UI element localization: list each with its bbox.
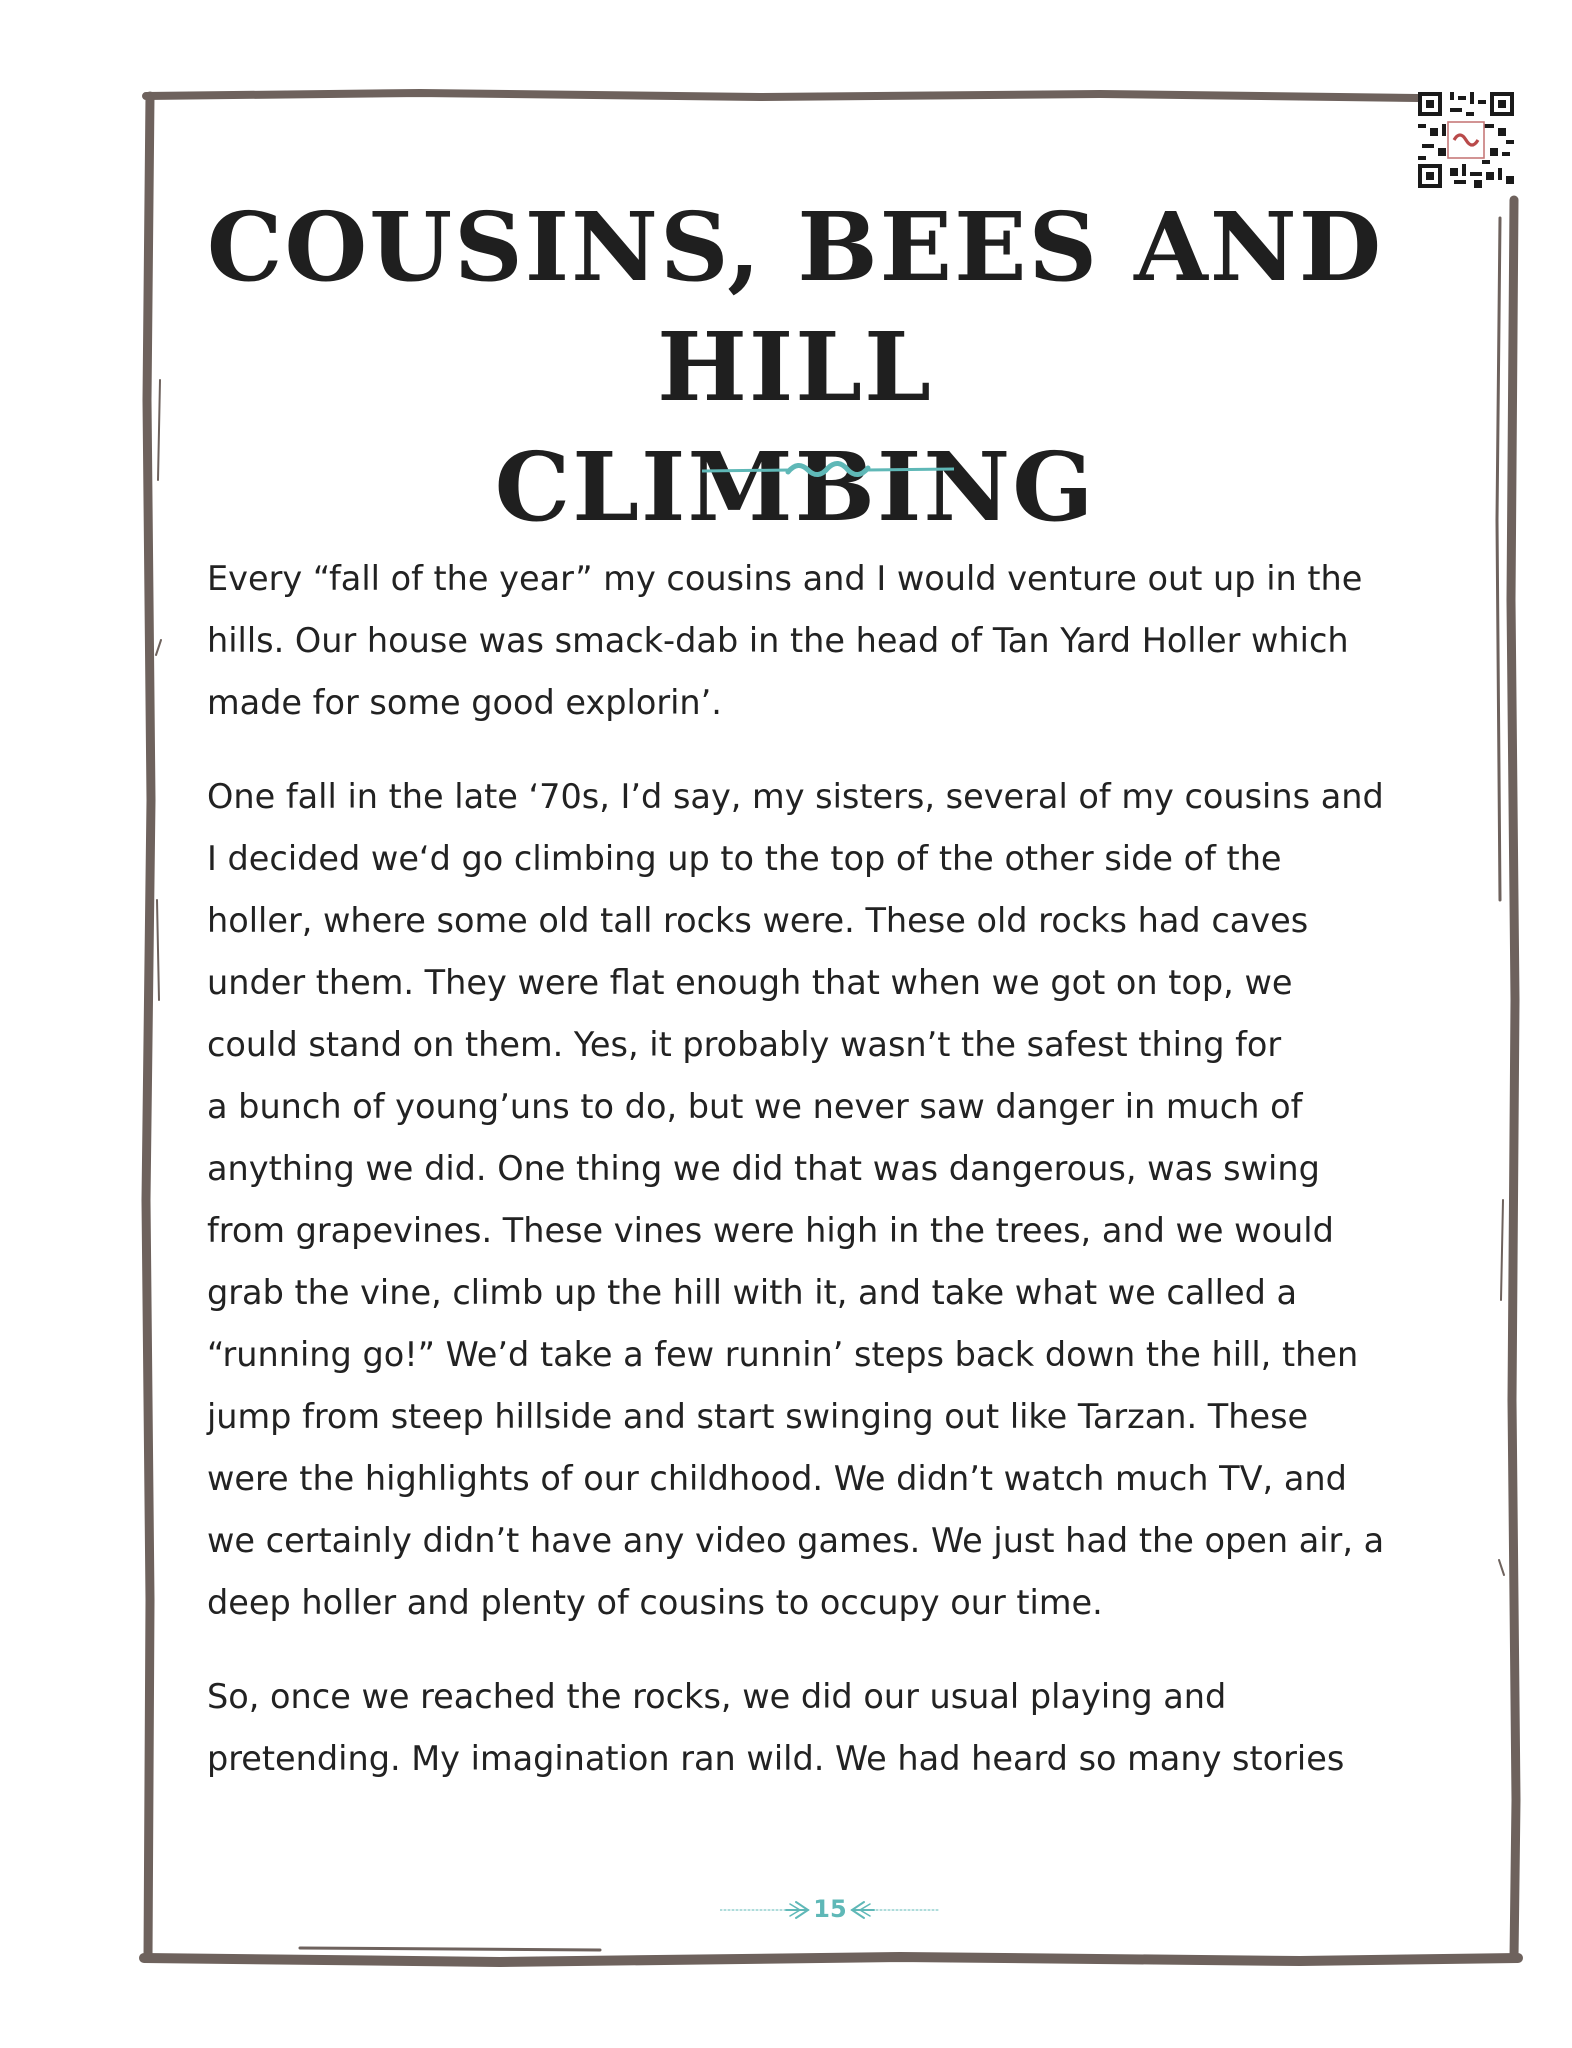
text-line: could stand on them. Yes, it probably wasn’t the safest thing for [207, 1025, 1282, 1064]
text-line: anything we did. One thing we did that was dangerous, was swing [207, 1149, 1320, 1188]
text-line: So, once we reached the rocks, we did our usual playing and [207, 1677, 1227, 1716]
text-line: a bunch of young’uns to do, but we never saw danger in much of [207, 1087, 1303, 1126]
text-line: were the highlights of our childhood. We didn’t watch much TV, and [207, 1459, 1347, 1498]
text-line: I decided we‘d go climbing up to the top of the other side of the [207, 839, 1282, 878]
text-line: grab the vine, climb up the hill with it, and take what we called a [207, 1273, 1298, 1312]
text-line: we certainly didn’t have any video games. We just had the open air, a [207, 1521, 1385, 1560]
page-number-footer [720, 1890, 940, 1930]
qr-code-icon[interactable] [1418, 92, 1514, 188]
text-line: from grapevines. These vines were high in the trees, and we would [207, 1211, 1334, 1250]
paragraph [207, 548, 1452, 734]
paragraph [207, 1666, 1452, 1790]
text-line: jump from steep hillside and start swinging out like Tarzan. These [207, 1397, 1309, 1436]
page-title-line: COUSINS, BEES AND HILL [206, 192, 1384, 423]
page-title [160, 188, 1430, 548]
text-line: made for some good explorin’. [207, 683, 722, 722]
text-line: hills. Our house was smack-dab in the head of Tan Yard Holler which [207, 621, 1349, 660]
text-line: “running go!” We’d take a few runnin’ steps back down the hill, then [207, 1335, 1359, 1374]
page-title-line: CLIMBING [494, 432, 1096, 543]
text-line: deep holler and plenty of cousins to occupy our time. [207, 1583, 1103, 1622]
text-line: Every “fall of the year” my cousins and I would venture out up in the [207, 559, 1363, 598]
article-body [207, 548, 1452, 1822]
text-line: under them. They were flat enough that when we got on top, we [207, 963, 1293, 1002]
page-number: 15 [813, 1895, 847, 1923]
paragraph [207, 766, 1452, 1634]
text-line: One fall in the late ‘70s, I’d say, my sisters, several of my cousins and [207, 777, 1384, 816]
flourish-divider-icon [702, 454, 954, 486]
text-line: holler, where some old tall rocks were. These old rocks had caves [207, 901, 1309, 940]
text-line: pretending. My imagination ran wild. We had heard so many stories [207, 1739, 1345, 1778]
